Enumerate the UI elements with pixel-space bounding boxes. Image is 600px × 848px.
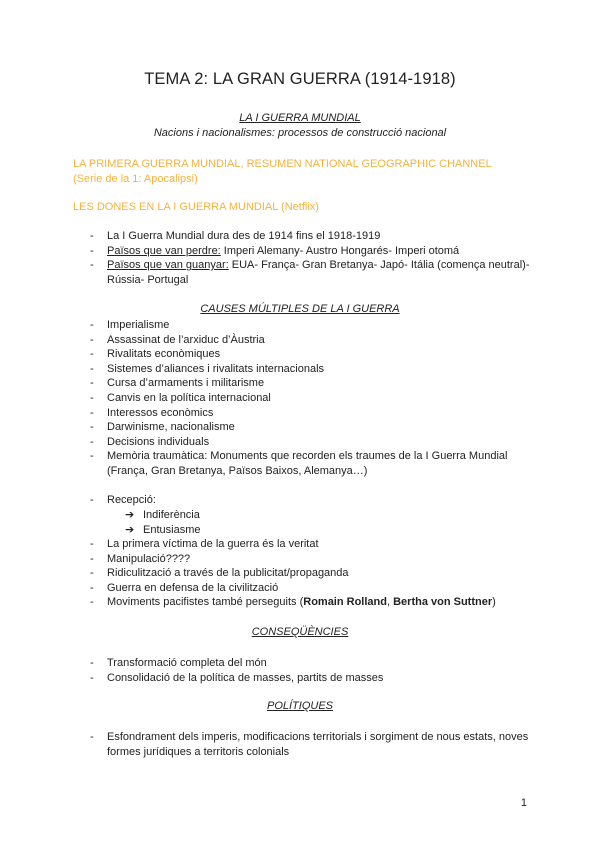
- arrow-icon: ➔: [125, 523, 135, 536]
- intro-list: [0, 229, 600, 287]
- list-item: - Països que van perdre: Imperi Alemany- Austro Hongarés- Imperi otomá: [90, 244, 460, 257]
- list-item: - Moviments pacifistes també perseguits (Romain Rolland, Bertha von Suttner): [90, 596, 496, 609]
- link-national-geographic[interactable]: LA PRIMERA GUERRA MUNDIAL, RESUMEN NATIONAL GEOGRAPHIC CHANNEL: [73, 158, 492, 170]
- list-item: - Decisions individuals: [90, 435, 210, 448]
- list-item: - Sistemes d’aliances i rivalitats internacionals: [90, 362, 325, 375]
- list-item: - Països que van guanyar: EUA- França- Gran Bretanya- Japó- Itália (comença neutral)- Rússia- Portugal: [90, 259, 530, 286]
- list-item: - Rivalitats econòmiques: [90, 348, 221, 361]
- reception-items: [0, 537, 600, 610]
- list-item: - Canvis en la política internacional: [90, 391, 271, 404]
- pacifist-name: Bertha von Suttner: [393, 596, 493, 609]
- losers-label: Països que van perdre:: [107, 244, 221, 257]
- politics-list: [0, 730, 600, 759]
- page-number: 1: [520, 797, 527, 809]
- list-item: - Ridiculització a través de la publicitat/propaganda: [90, 567, 349, 580]
- arrow-icon: ➔: [125, 509, 135, 521]
- causes-list: [0, 318, 600, 479]
- list-item: - Darwinisme, nacionalisme: [90, 421, 235, 434]
- sub-list-item: ➔ Entusiasme: [125, 523, 201, 536]
- politics-heading: POLÍTIQUES: [266, 700, 334, 712]
- list-item: - Interessos econòmics: [90, 406, 214, 419]
- list-item: - Transformació completa del món: [90, 657, 267, 669]
- list-item: - Assassinat de l’arxiduc d’Àustria: [90, 333, 265, 346]
- link-apocalipsi-series[interactable]: (Serie de la 1: Apocalipsi): [73, 173, 198, 185]
- list-item: - Imperialisme: [90, 319, 170, 331]
- list-item: - Esfondrament dels imperis, modificacions territorials i sorgiment de nous estats, noves formes jurídiques a territoris colonials: [90, 731, 529, 758]
- causes-heading: CAUSES MÚLTIPLES DE LA I GUERRA: [200, 303, 400, 315]
- list-item: - Memòria traumàtica: Monuments que recorden els traumes de la I Guerra Mundial (França, Gran Bretanya, Països Baixos, Alemanya…): [90, 450, 508, 477]
- pacifist-name: Romain Rolland: [303, 596, 387, 609]
- winners-label: Països que van guanyar:: [107, 259, 229, 272]
- list-item: - Guerra en defensa de la civilització: [90, 581, 279, 594]
- reception-list: [0, 493, 600, 508]
- list-item: - Consolidació de la política de masses, partits de masses: [90, 671, 384, 684]
- section-heading-main: LA I GUERRA MUNDIAL: [239, 112, 361, 124]
- reception-sublist: [0, 508, 600, 537]
- list-item: - Manipulació????: [90, 552, 191, 565]
- consequences-list: [0, 656, 600, 685]
- link-netflix-documentary[interactable]: LES DONES EN LA I GUERRA MUNDIAL (Netflix): [73, 201, 319, 213]
- section-subtitle: Nacions i nacionalismes: processos de construcció nacional: [153, 127, 447, 139]
- list-item: - La I Guerra Mundial dura des de 1914 fins el 1918-1919: [90, 230, 381, 242]
- consequences-heading: CONSEQÜÈNCIES: [251, 626, 349, 638]
- sub-list-item: ➔ Indiferència: [125, 509, 200, 521]
- list-item: - La primera víctima de la guerra és la veritat: [90, 538, 319, 550]
- list-item: - Recepció:: [90, 494, 156, 506]
- list-item: - Cursa d’armaments i militarisme: [90, 377, 265, 390]
- page-title: TEMA 2: LA GRAN GUERRA (1914-1918): [144, 70, 456, 88]
